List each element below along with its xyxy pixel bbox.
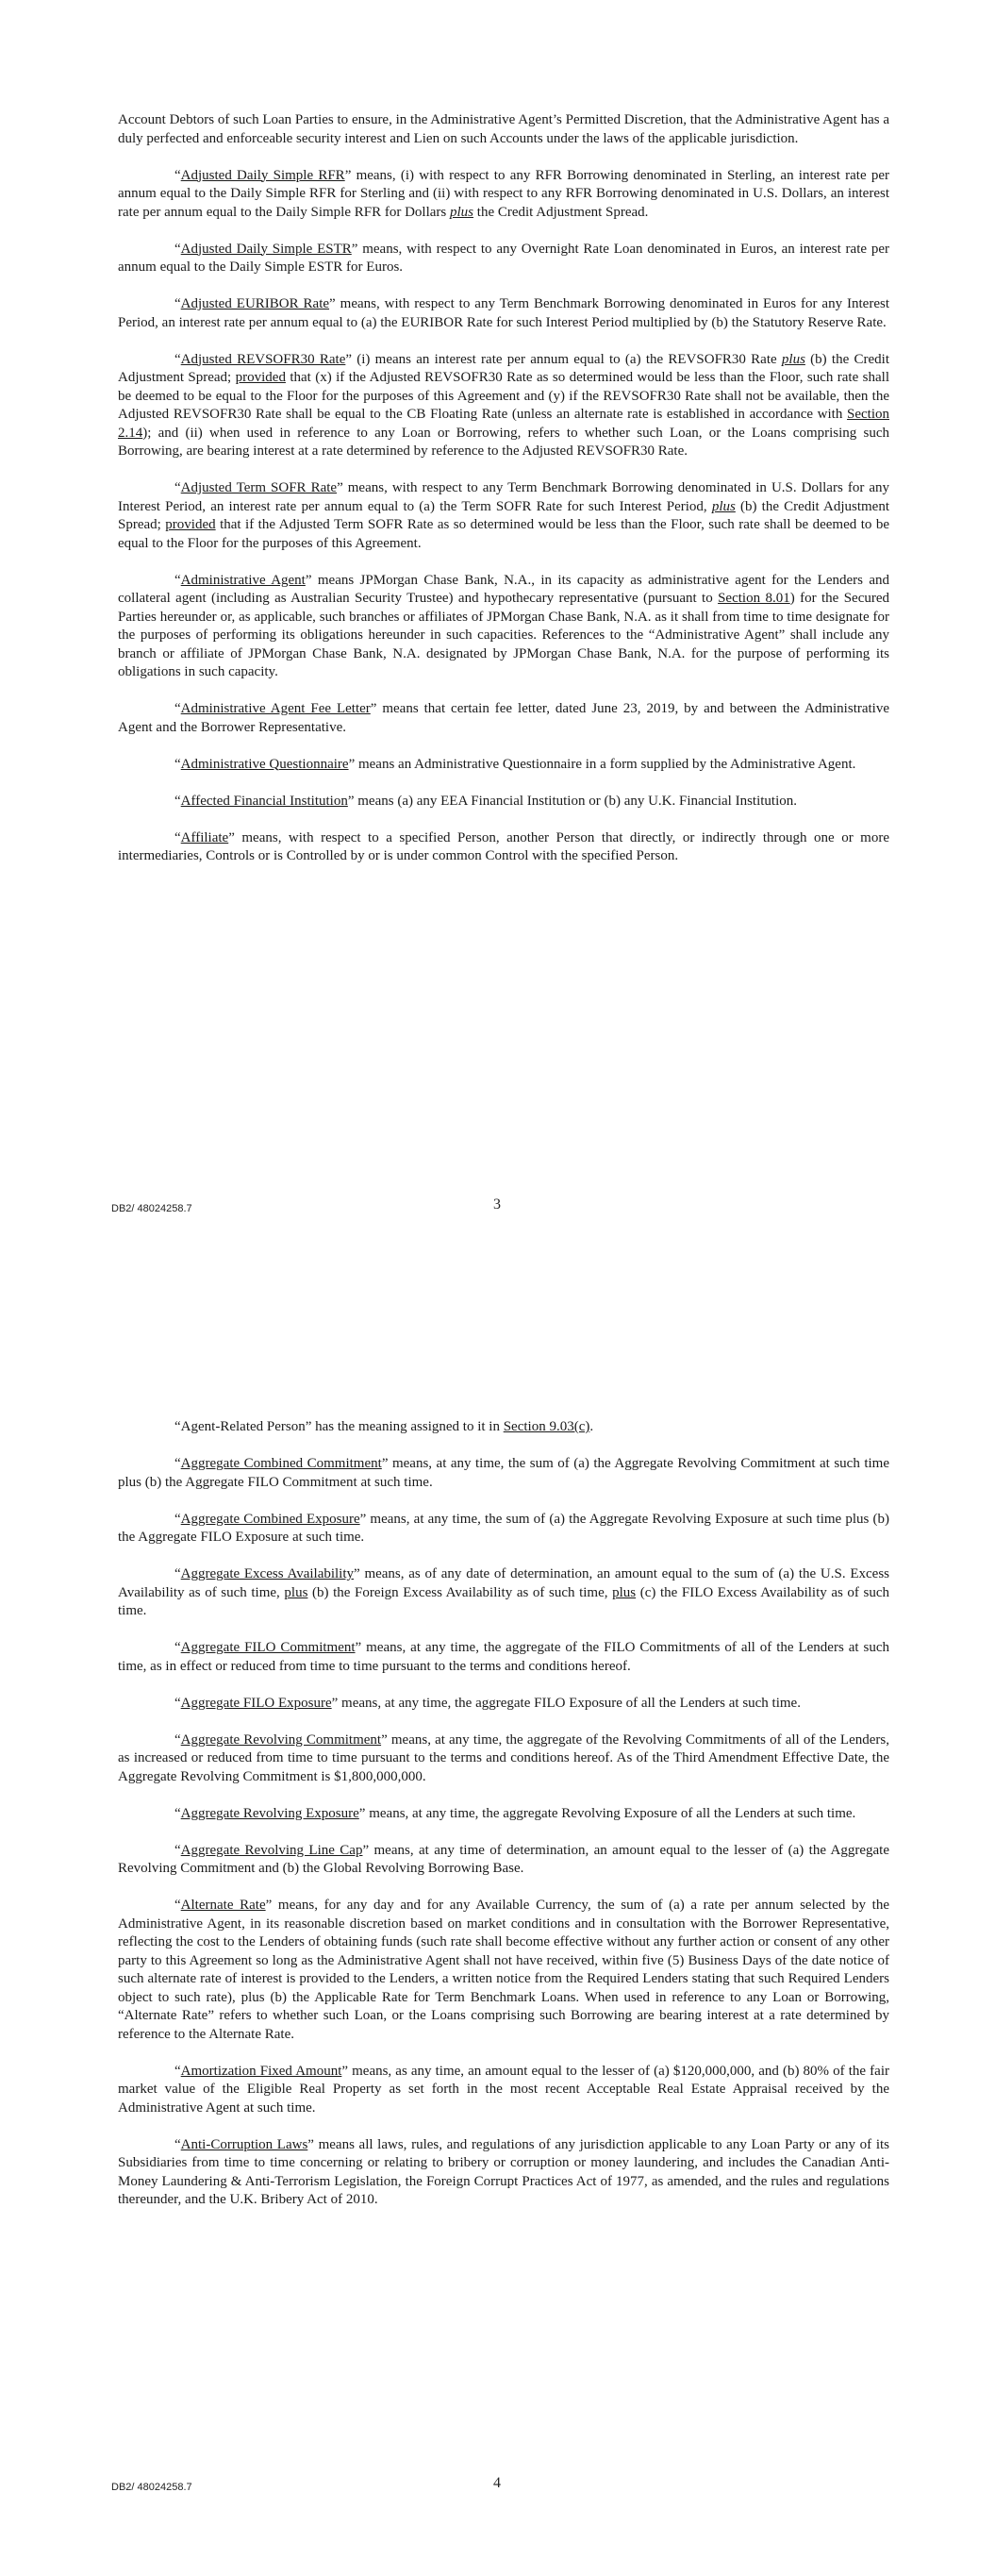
definition-adjusted-daily-simple-rfr: “Adjusted Daily Simple RFR” means, (i) with respect to any RFR Borrowing denominated in Sterling, an interest rate per annum equal to the Daily Simple RFR for Sterling and (ii) with respect to any RFR Borrowing denominated in U.S. Dollars, an interest rate per annum equal to the Daily Simple RFR for Dollars plus the Credit Adjustment Spread. bbox=[118, 167, 890, 220]
defined-term: Administrative Agent bbox=[180, 572, 306, 588]
definition-administrative-agent-fee-letter: “Administrative Agent Fee Letter” means that certain fee letter, dated June 23, 2019, by and between the Administrative Agent and the Borrower Representative. bbox=[118, 701, 890, 735]
defined-term: Aggregate Combined Exposure bbox=[180, 1511, 360, 1527]
section-reference: Section 9.03(c) bbox=[503, 1419, 590, 1434]
page-body bbox=[118, 111, 889, 884]
defined-term: Adjusted Daily Simple ESTR bbox=[180, 241, 352, 257]
continuation-paragraph: Account Debtors of such Loan Parties to ensure, in the Administrative Agent’s Permitted Discretion, that the Administrative Agent has a duly perfected and enforceable security interest and Lien on such Accounts under the laws of the applicable jurisdiction. bbox=[118, 112, 889, 146]
document-id: DB2/ 48024258.7 bbox=[111, 1203, 192, 1214]
defined-term: Amortization Fixed Amount bbox=[180, 2063, 342, 2079]
definition-amortization-fixed-amount: “Amortization Fixed Amount” means, as any time, an amount equal to the lesser of (a) $120,000,000, and (b) 80% of the fair market value of the Eligible Real Property as set forth in the most recent Acceptable Real Estate Appraisal received by the Administrative Agent at such time. bbox=[118, 2063, 889, 2116]
defined-term: Alternate Rate bbox=[180, 1898, 266, 1913]
document-page-4 bbox=[0, 1288, 995, 2576]
definition-agent-related-person: “Agent-Related Person” has the meaning assigned to it in Section 9.03(c). bbox=[174, 1419, 594, 1434]
defined-term: Aggregate Revolving Commitment bbox=[180, 1731, 382, 1748]
defined-term: Aggregate Combined Commitment bbox=[180, 1456, 382, 1471]
defined-term: Aggregate Excess Availability bbox=[180, 1566, 355, 1581]
defined-term: Affiliate bbox=[180, 829, 229, 845]
page-number: 4 bbox=[493, 2475, 501, 2491]
definition-aggregate-combined-commitment: “Aggregate Combined Commitment” means, at any time, the sum of (a) the Aggregate Revolving Commitment at such time plus (b) the Aggregate FILO Commitment at such time. bbox=[118, 1456, 889, 1490]
defined-term: Adjusted EURIBOR Rate bbox=[180, 296, 330, 311]
definition-anti-corruption-laws: “Anti-Corruption Laws” means all laws, rules, and regulations of any jurisdiction applicable to any Loan Party or any of its Subsidiaries from time to time concerning or relating to bribery or corruption or money laundering, and includes the Canadian Anti-Money Laundering & Anti-Terrorism Legislation, the Foreign Corrupt Practices Act of 1977, as amended, and the rules and regulations thereunder, and the U.K. Bribery Act of 2010. bbox=[118, 2136, 889, 2207]
page-body bbox=[118, 1418, 889, 2228]
definition-aggregate-filo-commitment: “Aggregate FILO Commitment” means, at any time, the aggregate of the FILO Commitments of all of the Lenders at such time, as in effect or reduced from time to time pursuant to the terms and conditions hereof. bbox=[118, 1640, 890, 1674]
section-reference: Section 8.01 bbox=[718, 591, 790, 606]
defined-term: Affected Financial Institution bbox=[180, 793, 348, 809]
defined-term: Aggregate Revolving Line Cap bbox=[180, 1842, 363, 1858]
definition-aggregate-filo-exposure: “Aggregate FILO Exposure” means, at any time, the aggregate FILO Exposure of all the Lenders at such time. bbox=[174, 1695, 801, 1711]
definition-aggregate-revolving-line-cap: “Aggregate Revolving Line Cap” means, at any time of determination, an amount equal to the lesser of (a) the Aggregate Revolving Commitment and (b) the Global Revolving Borrowing Base. bbox=[118, 1842, 890, 1876]
defined-term: Administrative Questionnaire bbox=[180, 756, 349, 772]
definition-adjusted-euribor-rate: “Adjusted EURIBOR Rate” means, with respect to any Term Benchmark Borrowing denominated in Euros for any Interest Period, an interest rate per annum equal to (a) the EURIBOR Rate for such Interest Period multiplied by (b) the Statutory Reserve Rate. bbox=[118, 296, 889, 330]
definition-aggregate-revolving-commitment: “Aggregate Revolving Commitment” means, at any time, the aggregate of the Revolving Commitments of all of the Lenders, as increased or reduced from time to time pursuant to the terms and conditions hereof. As of the Third Amendment Effective Date, the Aggregate Revolving Commitment is $1,800,000,000. bbox=[118, 1731, 889, 1784]
definition-aggregate-excess-availability: “Aggregate Excess Availability” means, as of any date of determination, an amount equal to the sum of (a) the U.S. Excess Availability as of such time, plus (b) the Foreign Excess Availability as of such time, plus (c) the FILO Excess Availability as of such time. bbox=[118, 1566, 890, 1618]
definition-administrative-questionnaire: “Administrative Questionnaire” means an Administrative Questionnaire in a form supplied by the Administrative Agent. bbox=[174, 756, 856, 772]
definition-aggregate-revolving-exposure: “Aggregate Revolving Exposure” means, at any time, the aggregate Revolving Exposure of all the Lenders at such time. bbox=[174, 1805, 856, 1821]
defined-term: Agent-Related Person bbox=[180, 1419, 306, 1434]
definition-affected-financial-institution: “Affected Financial Institution” means (a) any EEA Financial Institution or (b) any U.K. Financial Institution. bbox=[174, 793, 798, 809]
defined-term: Administrative Agent Fee Letter bbox=[180, 701, 371, 716]
definition-adjusted-daily-simple-estr: “Adjusted Daily Simple ESTR” means, with respect to any Overnight Rate Loan denominated in Euros, an interest rate per annum equal to the Daily Simple ESTR for Euros. bbox=[118, 241, 889, 275]
definition-adjusted-revsofr30-rate: “Adjusted REVSOFR30 Rate” (i) means an interest rate per annum equal to (a) the REVSOFR30 Rate plus (b) the Credit Adjustment Spread; provided that (x) if the Adjusted REVSOFR30 Rate as so determined would be less than the Floor, such rate shall be deemed to be equal to the Floor for the purposes of this Agreement and (y) if the REVSOFR30 Rate shall not be available, then the Adjusted REVSOFR30 Rate shall be equal to the CB Floating Rate (unless an alternate rate is established in accordance with Section 2.14); and (ii) when used in reference to any Loan or Borrowing, refers to whether such Loan, or the Loans comprising such Borrowing, are bearing interest at a rate determined by reference to the Adjusted REVSOFR30 Rate. bbox=[118, 351, 889, 459]
section-reference: Section 2.14 bbox=[118, 407, 889, 441]
defined-term: Adjusted Daily Simple RFR bbox=[180, 167, 345, 183]
definition-alternate-rate: “Alternate Rate” means, for any day and for any Available Currency, the sum of (a) a rate per annum selected by the Administrative Agent, in its reasonable discretion based on market conditions and in consultation with the Borrower Representative, reflecting the cost to the Lenders of obtaining funds (such rate shall become effective without any further action or consent of any other party to this Agreement so long as the Administrative Agent shall not have received, within five (5) Business Days of the date notice of such alternate rate of interest is provided to the Lenders, a written notice from the Required Lenders stating that such Required Lenders object to such rate), plus (b) the Applicable Rate for Term Benchmark Loans. When used in reference to any Loan or Borrowing, “Alternate Rate” refers to whether such Loan, or the Loans comprising such Borrowing are bearing interest at a rate determined by reference to the Alternate Rate. bbox=[118, 1898, 889, 2042]
document-id: DB2/ 48024258.7 bbox=[111, 2482, 192, 2493]
definition-aggregate-combined-exposure: “Aggregate Combined Exposure” means, at any time, the sum of (a) the Aggregate Revolving Exposure at such time plus (b) the Aggregate FILO Exposure at such time. bbox=[118, 1511, 889, 1545]
defined-term: Aggregate FILO Commitment bbox=[180, 1640, 356, 1655]
defined-term: Adjusted Term SOFR Rate bbox=[180, 480, 338, 495]
page-number: 3 bbox=[493, 1196, 501, 1213]
definition-affiliate: “Affiliate” means, with respect to a specified Person, another Person that directly, or indirectly through one or more intermediaries, Controls or is Controlled by or is under common Control with the specified Person. bbox=[118, 829, 889, 863]
definition-administrative-agent: “Administrative Agent” means JPMorgan Chase Bank, N.A., in its capacity as administrative agent for the Lenders and collateral agent (including as Australian Security Trustee) and hypothecary representative (pursuant to Section 8.01) for the Secured Parties hereunder or, as applicable, such branches or affiliates of JPMorgan Chase Bank, N.A. as it shall from time to time designate for the purposes of performing its obligations hereunder in such capacities. References to the “Administrative Agent” shall include any branch or affiliate of JPMorgan Chase Bank, N.A. designated by JPMorgan Chase Bank, N.A. for the purpose of performing its obligations in such capacity. bbox=[118, 572, 890, 679]
defined-term: Adjusted REVSOFR30 Rate bbox=[180, 351, 346, 367]
defined-term: Aggregate FILO Exposure bbox=[180, 1695, 332, 1711]
defined-term: Anti-Corruption Laws bbox=[180, 2136, 308, 2152]
defined-term: Aggregate Revolving Exposure bbox=[180, 1805, 359, 1821]
definition-adjusted-term-sofr-rate: “Adjusted Term SOFR Rate” means, with respect to any Term Benchmark Borrowing denominated in U.S. Dollars for any Interest Period, an interest rate per annum equal to (a) the Term SOFR Rate for such Interest Period, plus (b) the Credit Adjustment Spread; provided that if the Adjusted Term SOFR Rate as so determined would be less than the Floor, such rate shall be deemed to be equal to the Floor for the purposes of this Agreement. bbox=[118, 480, 889, 551]
